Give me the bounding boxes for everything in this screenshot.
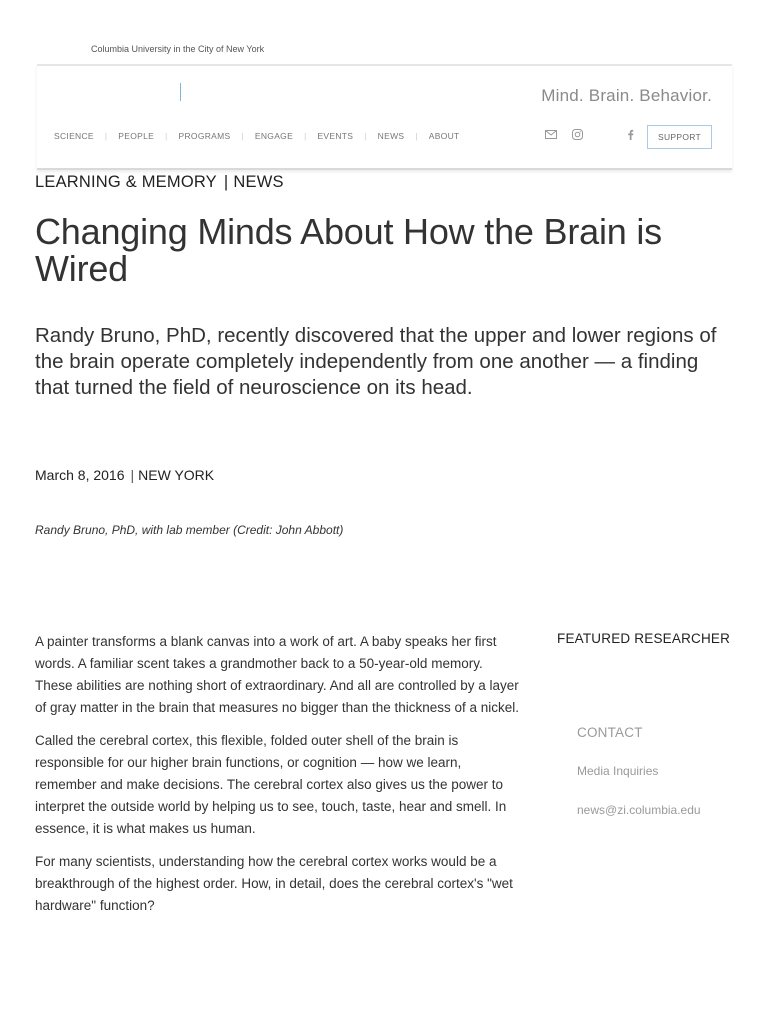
nav-separator: |: [165, 131, 168, 141]
category-link[interactable]: LEARNING & MEMORY: [35, 173, 217, 191]
dateline-separator: |: [130, 467, 135, 483]
article-location: NEW YORK: [138, 467, 215, 483]
mail-icon[interactable]: [544, 127, 558, 141]
nav-separator: |: [364, 131, 367, 141]
category-separator: |: [223, 173, 229, 191]
instagram-icon[interactable]: [570, 127, 584, 141]
nav-separator: |: [415, 131, 418, 141]
article-body: [35, 631, 520, 928]
nav-separator: |: [104, 131, 108, 141]
media-inquiries-label: Media Inquiries: [577, 764, 659, 778]
dateline: [35, 467, 214, 483]
university-link[interactable]: Columbia University in the City of New York: [91, 44, 265, 54]
contact-heading: CONTACT: [577, 725, 643, 740]
image-caption: Randy Bruno, PhD, with lab member (Credit: John Abbott): [35, 523, 344, 537]
body-paragraph: A painter transforms a blank canvas into a work of art. A baby speaks her first words. A familiar scent takes a grandmother back to a 50-year-old memory. These abilities are nothing short of extraordinary. And all are controlled by a layer of gray matter in the brain that measures no bigger than the thickness of a nickel.: [35, 634, 520, 715]
facebook-icon[interactable]: [623, 127, 637, 141]
news-link[interactable]: NEWS: [233, 173, 284, 191]
article-lede: Randy Bruno, PhD, recently discovered that the upper and lower regions of the brain operate completely independently from one another — a finding that turned the field of neuroscience on its head.: [35, 324, 717, 399]
main-nav: [54, 131, 460, 141]
nav-science[interactable]: SCIENCE: [54, 131, 94, 141]
nav-about[interactable]: ABOUT: [428, 131, 460, 141]
site-header: [37, 64, 732, 170]
social-icons: [544, 127, 637, 141]
nav-engage[interactable]: ENGAGE: [254, 131, 294, 141]
featured-researcher-heading: FEATURED RESEARCHER: [557, 631, 731, 646]
body-paragraph: Called the cerebral cortex, this flexible, folded outer shell of the brain is responsible for our higher brain functions, or cognition — how we learn, remember and make decisions. The cerebral cortex also gives us the power to interpret the outside world by helping us to see, touch, taste, hear and smell. In essence, it is what makes us human.: [35, 733, 507, 836]
nav-programs[interactable]: PROGRAMS: [178, 131, 231, 141]
nav-events[interactable]: EVENTS: [317, 131, 354, 141]
nav-news[interactable]: NEWS: [377, 131, 405, 141]
logo-area[interactable]: [180, 83, 181, 101]
contact-email-link[interactable]: news@zi.columbia.edu: [577, 803, 701, 817]
body-paragraph: For many scientists, understanding how the cerebral cortex works would be a breakthrough of the highest order. How, in detail, does the cerebral cortex's "wet hardware" function?: [35, 854, 513, 913]
article-date: March 8, 2016: [35, 467, 125, 483]
nav-separator: |: [241, 131, 244, 141]
site-tagline: Mind. Brain. Behavior.: [541, 86, 712, 105]
nav-separator: |: [304, 131, 307, 141]
nav-people[interactable]: PEOPLE: [118, 131, 155, 141]
article-title: Changing Minds About How the Brain is Wired: [35, 211, 662, 289]
support-button[interactable]: SUPPORT: [647, 125, 712, 149]
article-category: [35, 173, 284, 192]
